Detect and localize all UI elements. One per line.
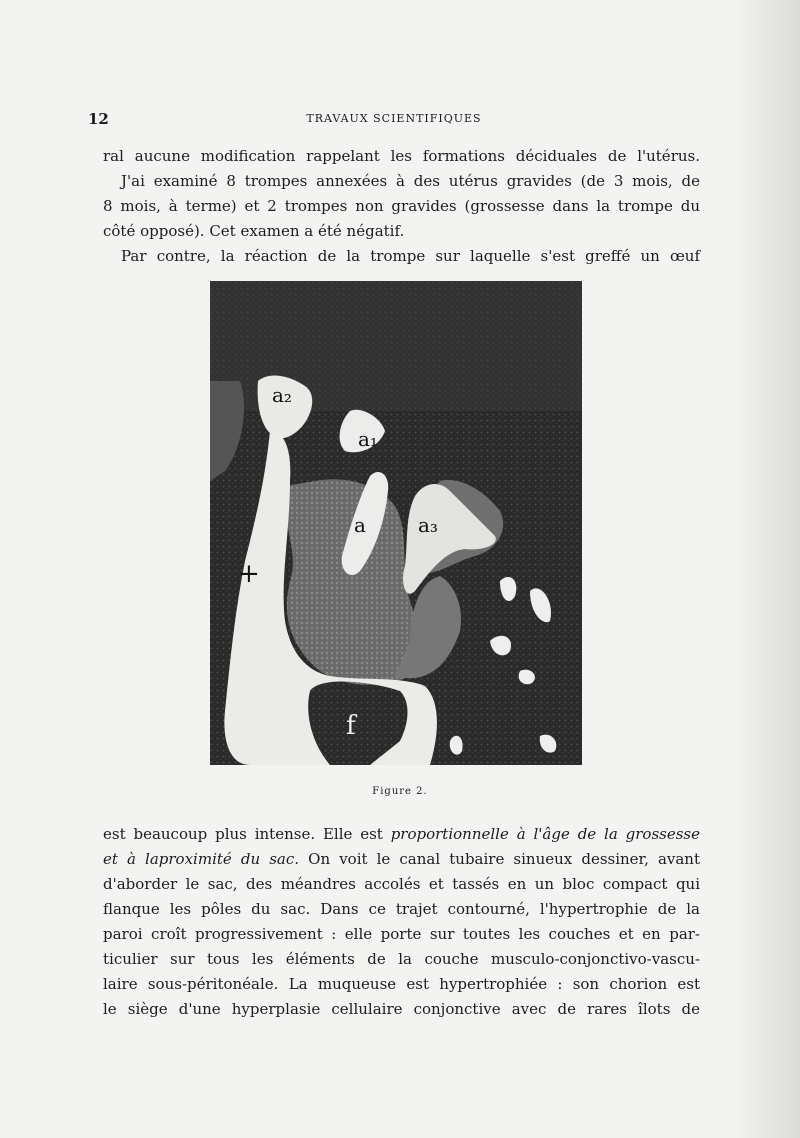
text-line: côté opposé). Cet examen a été négatif. — [103, 222, 405, 240]
text-line: ticulier sur tous les éléments de la couche musculo-conjonctivo-vascu- — [103, 950, 700, 968]
figure-caption: Figure 2. — [372, 786, 428, 797]
italic-segment: et à laproximité du sac. — [103, 850, 300, 868]
page-header — [88, 110, 700, 130]
label-f: f — [346, 711, 356, 741]
text-line: J'ai examiné 8 trompes annexées à des utérus gravides (de 3 mois, de — [121, 172, 700, 190]
text-line: Par contre, la réaction de la trompe sur laquelle s'est greffé un œuf — [121, 247, 700, 265]
label-a: a — [354, 513, 366, 537]
text-segment: On voit le canal tubaire sinueux dessiner, avant — [299, 850, 700, 868]
page-edge-shadow — [730, 0, 800, 1138]
text-line — [103, 822, 700, 847]
paragraph-bottom — [103, 822, 700, 1022]
text-line: flanque les pôles du sac. Dans ce trajet contourné, l'hypertrophie de la — [103, 900, 700, 918]
label-a3: a₃ — [418, 513, 438, 537]
text-line: le siège d'une hyperplasie cellulaire conjonctive avec de rares îlots de — [103, 1000, 700, 1018]
page-number: 12 — [88, 110, 109, 128]
text-segment: est beaucoup plus intense. Elle est — [103, 825, 391, 843]
text-line: paroi croît progressivement : elle porte sur toutes les couches et en par- — [103, 925, 700, 943]
paragraph-top — [103, 144, 700, 269]
label-plus: + — [238, 559, 260, 589]
micrograph-image — [210, 281, 582, 765]
text-line: d'aborder le sac, des méandres accolés et tassés en un bloc compact qui — [103, 875, 700, 893]
micrograph-figure — [210, 281, 582, 765]
label-a1: a₁ — [358, 427, 378, 451]
label-a2: a₂ — [272, 383, 292, 407]
text-line: ral aucune modification rappelant les formations déciduales de l'utérus. — [103, 147, 700, 165]
text-line: 8 mois, à terme) et 2 trompes non gravides (grossesse dans la trompe du — [103, 197, 700, 215]
italic-segment: proportionnelle à l'âge de la grossesse — [390, 825, 700, 843]
running-title: TRAVAUX SCIENTIFIQUES — [306, 112, 482, 125]
text-line — [103, 847, 700, 872]
text-line: laire sous-péritonéale. La muqueuse est hypertrophiée : son chorion est — [103, 975, 700, 993]
